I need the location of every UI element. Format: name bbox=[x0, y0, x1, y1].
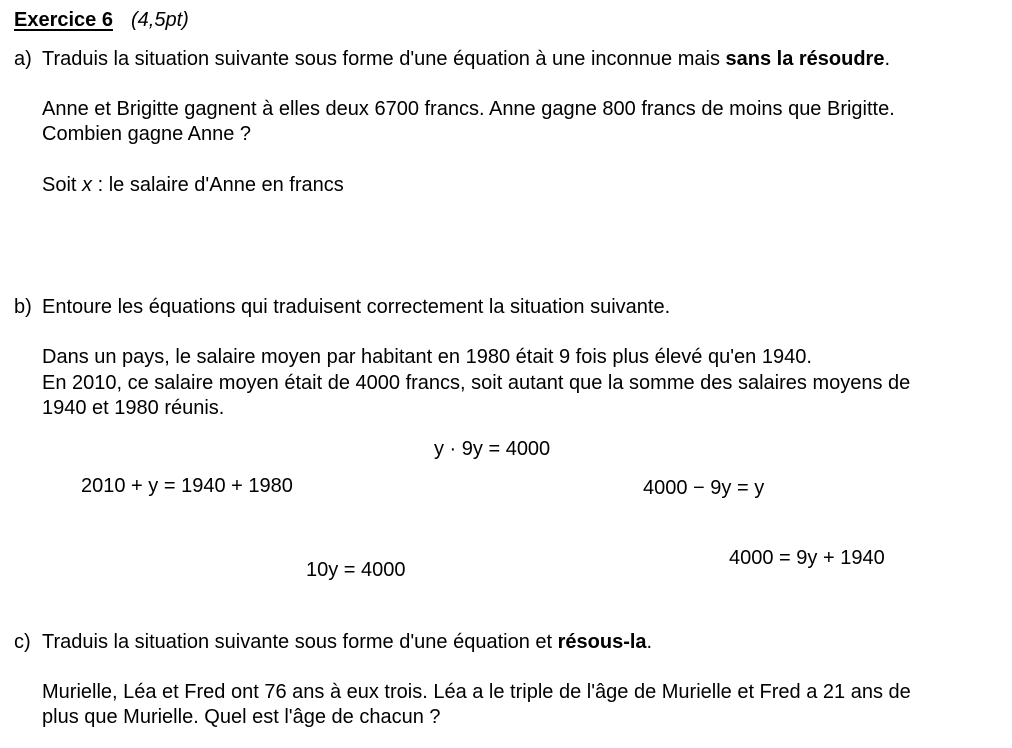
part-b-problem-line3: 1940 et 1980 réunis. bbox=[42, 397, 225, 419]
part-a-instruction bbox=[42, 47, 890, 72]
part-c-instruction-start: Traduis la situation suivante sous forme d'une équation et bbox=[42, 631, 558, 653]
equation-5[interactable]: 4000 = 9y + 1940 bbox=[729, 547, 885, 569]
part-a-problem-line1: Anne et Brigitte gagnent à elles deux 6700 francs. Anne gagne 800 francs de moins que Brigitte. bbox=[42, 98, 895, 120]
part-a-instruction-bold: sans la résoudre bbox=[725, 48, 885, 70]
equation-4[interactable]: 10y = 4000 bbox=[306, 559, 406, 581]
equation-2[interactable]: 2010 + y = 1940 + 1980 bbox=[81, 475, 293, 497]
part-a-let-rest: : le salaire d'Anne en francs bbox=[92, 174, 344, 196]
part-b-instruction: Entoure les équations qui traduisent correctement la situation suivante. bbox=[42, 296, 671, 318]
exercise-title: Exercice 6 bbox=[14, 9, 113, 31]
part-a-let-prefix: Soit bbox=[42, 174, 83, 196]
part-a-let-statement bbox=[42, 173, 344, 198]
part-c-instruction-bold: résous-la bbox=[557, 631, 647, 653]
part-b-problem-line2: En 2010, ce salaire moyen était de 4000 francs, soit autant que la somme des salaires moyens de bbox=[42, 372, 911, 394]
equation-3[interactable]: 4000 − 9y = y bbox=[643, 477, 765, 499]
part-c-label: c) bbox=[14, 631, 31, 653]
exercise-header bbox=[14, 8, 189, 33]
part-c-problem-line2: plus que Murielle. Quel est l'âge de chacun ? bbox=[42, 706, 441, 728]
part-c-problem-line1: Murielle, Léa et Fred ont 76 ans à eux trois. Léa a le triple de l'âge de Murielle et Fred a 21 ans de bbox=[42, 681, 911, 703]
part-c-instruction-end: . bbox=[646, 631, 653, 653]
part-a-instruction-start: Traduis la situation suivante sous forme d'une équation à une inconnue mais bbox=[42, 48, 726, 70]
part-a-instruction-end: . bbox=[884, 48, 891, 70]
equation-1[interactable]: y · 9y = 4000 bbox=[434, 438, 551, 460]
part-b-label: b) bbox=[14, 296, 32, 318]
exercise-points: (4,5pt) bbox=[130, 9, 189, 31]
part-c-instruction bbox=[42, 630, 652, 655]
part-b-problem-line1: Dans un pays, le salaire moyen par habitant en 1980 était 9 fois plus élevé qu'en 1940. bbox=[42, 346, 812, 368]
part-a-label: a) bbox=[14, 48, 32, 70]
part-a-problem-line2: Combien gagne Anne ? bbox=[42, 123, 252, 145]
part-a-let-variable: x bbox=[82, 174, 93, 196]
